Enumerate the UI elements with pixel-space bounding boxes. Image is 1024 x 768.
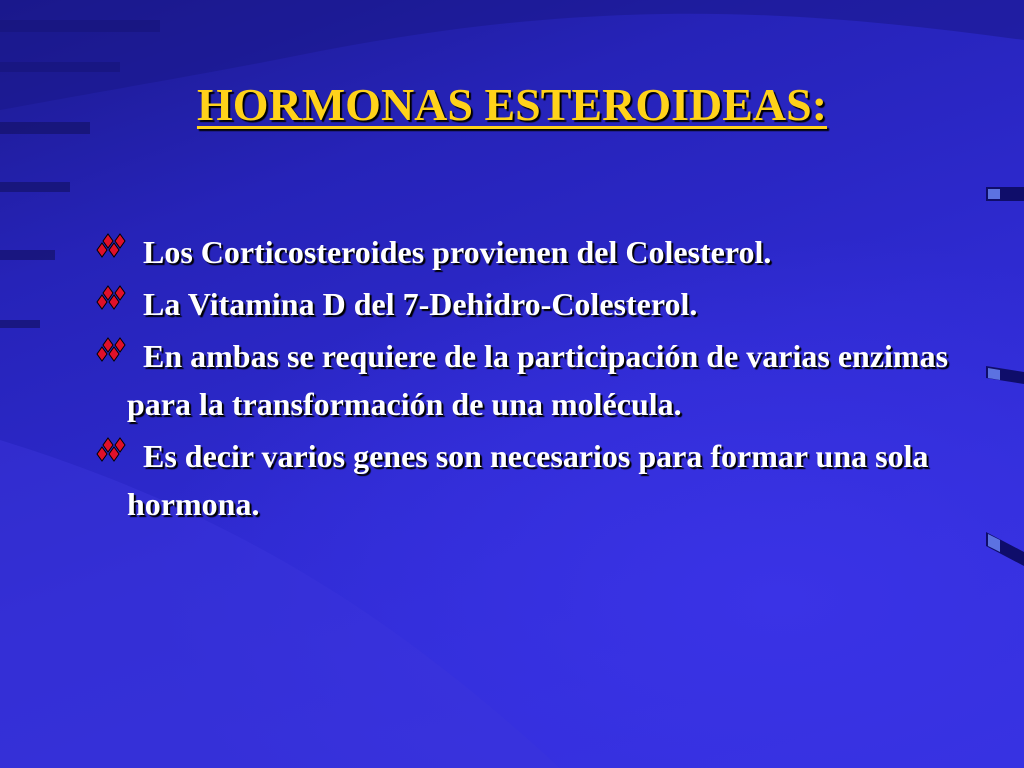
four-diamond-bullet-icon [90, 437, 138, 473]
four-diamond-bullet-icon [90, 337, 138, 373]
bullet-item-1 [90, 228, 950, 276]
bullet-item-2 [90, 280, 950, 328]
bullet-text: Los Corticosteroides provienen del Colesterol. [143, 234, 772, 270]
bullet-text: Es decir varios genes son necesarios para formar una sola hormona. [127, 438, 929, 522]
bullet-item-3 [90, 332, 950, 428]
bullet-text: La Vitamina D del 7-Dehidro-Colesterol. [143, 286, 698, 322]
bullet-text: En ambas se requiere de la participación de varias enzimas para la transformación de una molécula. [127, 338, 949, 422]
bullet-list [90, 228, 950, 532]
right-edge-tabs [986, 187, 1024, 566]
bullet-item-4 [90, 432, 950, 528]
four-diamond-bullet-icon [90, 285, 138, 321]
slide-title: HORMONAS ESTEROIDEAS: [196, 79, 828, 130]
four-diamond-bullet-icon [90, 233, 138, 269]
